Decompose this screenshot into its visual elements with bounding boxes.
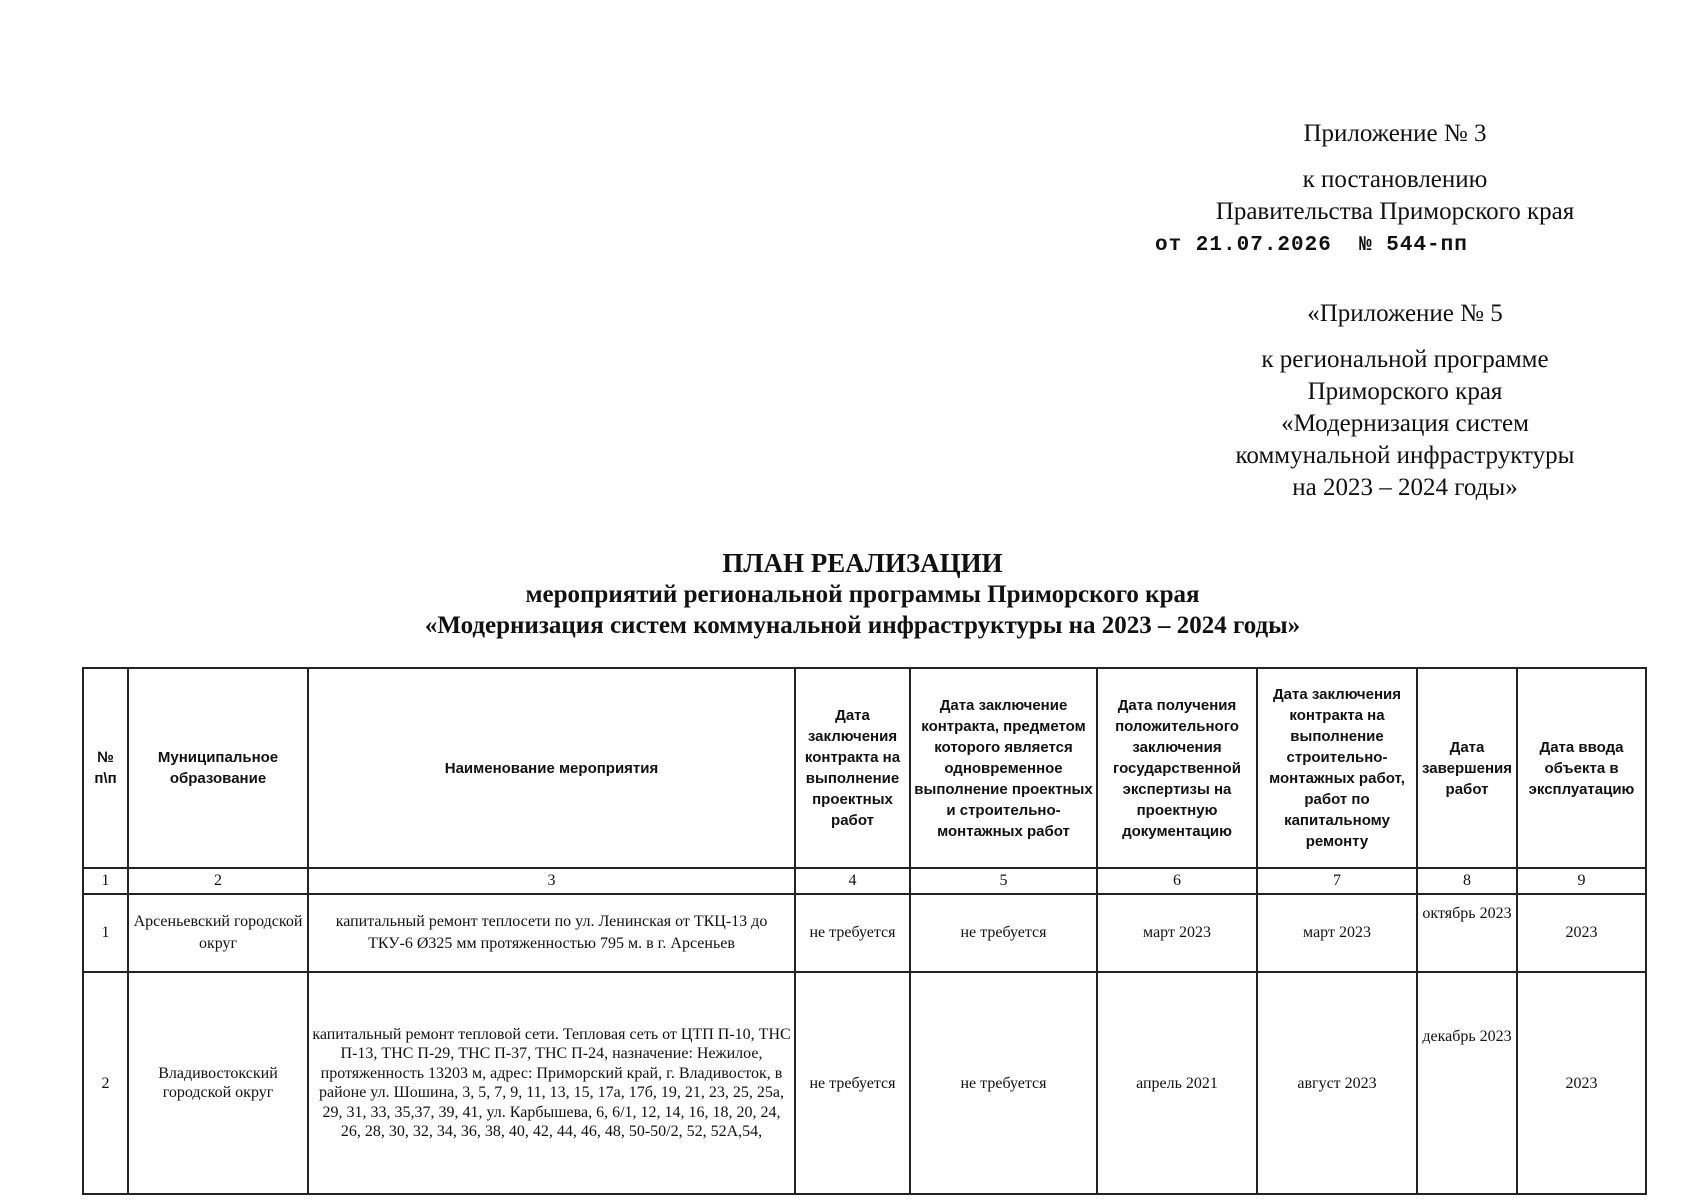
column-number: 4 xyxy=(795,868,910,894)
row-number: 2 xyxy=(83,972,128,1194)
appendix-5-heading: «Приложение № 5 xyxy=(1307,300,1503,327)
header-number: № п\п xyxy=(83,668,128,868)
header-municipality: Муниципальное образование xyxy=(128,668,308,868)
header-design-contract-date: Дата заключения контракта на выполнение проектных работ xyxy=(795,668,910,868)
row-construction-contract-date: август 2023 xyxy=(1257,972,1417,1194)
decree-line-2: Правительства Приморского края xyxy=(1215,198,1575,225)
row-expertise-date: март 2023 xyxy=(1097,894,1257,972)
title-line-2: мероприятий региональной программы Приморского края xyxy=(525,581,1200,608)
column-number: 1 xyxy=(83,868,128,894)
row-combined-contract-date: не требуется xyxy=(910,894,1097,972)
column-number: 5 xyxy=(910,868,1097,894)
table-row xyxy=(83,894,1646,972)
row-event-name: капитальный ремонт теплосети по ул. Ленинская от ТКЦ-13 до ТКУ-6 Ø325 мм протяженностью 795 м. в г. Арсеньев xyxy=(308,894,795,972)
program-line-2: Приморского края xyxy=(1307,378,1503,405)
row-municipality: Владивостокский городской округ xyxy=(128,972,308,1194)
document-title xyxy=(80,548,1645,641)
header-completion-date: Дата завершения работ xyxy=(1417,668,1517,868)
column-number: 7 xyxy=(1257,868,1417,894)
header-expertise-date: Дата получения положительного заключения государственной экспертизы на проектную документацию xyxy=(1097,668,1257,868)
table-header-row xyxy=(83,668,1646,868)
header-construction-contract-date: Дата заключения контракта на выполнение строительно-монтажных работ, работ по капитальному ремонту xyxy=(1257,668,1417,868)
title-main: ПЛАН РЕАЛИЗАЦИИ xyxy=(722,548,1003,578)
column-number: 3 xyxy=(308,868,795,894)
column-number: 2 xyxy=(128,868,308,894)
header-commissioning-date: Дата ввода объекта в эксплуатацию xyxy=(1517,668,1646,868)
row-design-contract-date: не требуется xyxy=(795,972,910,1194)
column-number-row xyxy=(83,868,1646,894)
column-number: 6 xyxy=(1097,868,1257,894)
row-event-name: капитальный ремонт тепловой сети. Тепловая сеть от ЦТП П-10, ТНС П-13, ТНС П-29, ТНС П-37, ТНС П-24, назначение: Нежилое, протяженность 13203 м, адрес: Приморский край, г. Владивосток, в районе ул. Шошина, 3, 5, 7, 9, 11, 13, 15, 17а, 17б, 19, 21, 23, 25, 25а, 29, 31, 33, 35,37, 39, 41, ул. Карбышева, 6, 6/1, 12, 14, 16, 18, 20, 24, 26, 28, 30, 32, 34, 36, 38, 40, 42, 44, 46, 48, 50-50/2, 52, 52А,54, xyxy=(308,972,795,1194)
table-row xyxy=(83,972,1646,1194)
appendix-3-heading: Приложение № 3 xyxy=(1303,120,1487,147)
column-number: 8 xyxy=(1417,868,1517,894)
column-number: 9 xyxy=(1517,868,1646,894)
row-design-contract-date: не требуется xyxy=(795,894,910,972)
decree-date-number: от 21.07.2026 № 544-пп xyxy=(1155,234,1468,257)
program-line-5: на 2023 – 2024 годы» xyxy=(1292,474,1518,501)
row-number: 1 xyxy=(83,894,128,972)
row-expertise-date: апрель 2021 xyxy=(1097,972,1257,1194)
header-combined-contract-date: Дата заключение контракта, предметом которого является одновременное выполнение проектных и строительно-монтажных работ xyxy=(910,668,1097,868)
row-municipality: Арсеньевский городской округ xyxy=(128,894,308,972)
appendix-3-block xyxy=(1155,118,1575,262)
row-combined-contract-date: не требуется xyxy=(910,972,1097,1194)
title-line-3: «Модернизация систем коммунальной инфраструктуры на 2023 – 2024 годы» xyxy=(424,612,1301,639)
row-completion-date: декабрь 2023 xyxy=(1417,972,1517,1194)
appendix-5-block xyxy=(1215,298,1595,504)
row-commissioning-date: 2023 xyxy=(1517,894,1646,972)
implementation-plan-table xyxy=(82,667,1647,1195)
row-commissioning-date: 2023 xyxy=(1517,972,1646,1194)
row-construction-contract-date: март 2023 xyxy=(1257,894,1417,972)
program-line-1: к региональной программе xyxy=(1261,346,1549,373)
header-event-name: Наименование мероприятия xyxy=(308,668,795,868)
row-completion-date: октябрь 2023 xyxy=(1417,894,1517,972)
decree-line-1: к постановлению xyxy=(1302,166,1488,193)
program-line-3: «Модернизация систем xyxy=(1281,410,1529,437)
program-line-4: коммунальной инфраструктуры xyxy=(1235,442,1575,469)
